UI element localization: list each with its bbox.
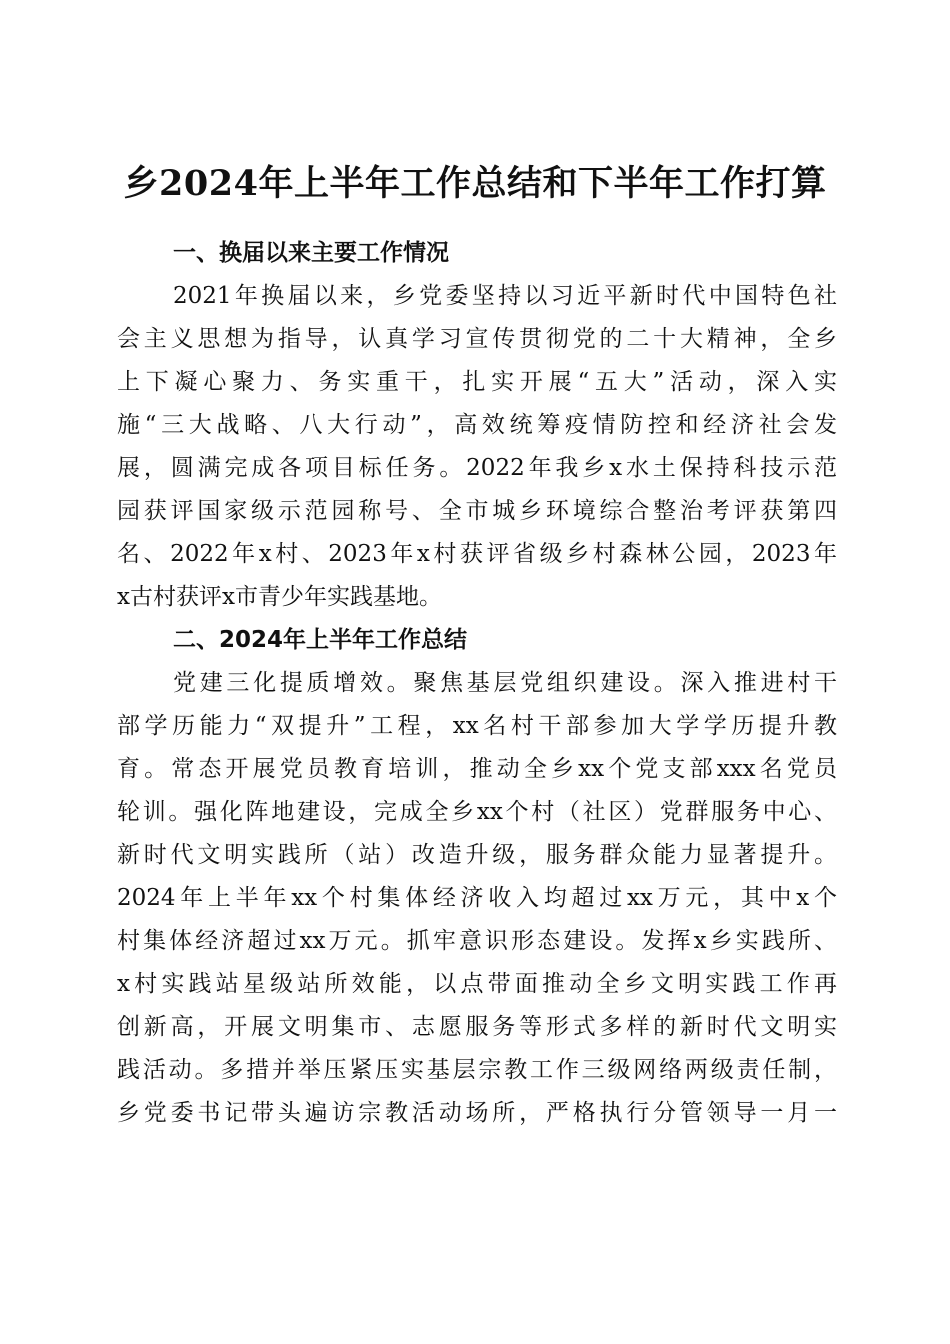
text-line: 部学历能力“双提升”工程，xx名村干部参加大学学历提升教 bbox=[117, 713, 837, 739]
text-line: 施“三大战略、八大行动”，高效统筹疫情防控和经济社会发 bbox=[117, 412, 837, 438]
section-heading-1: 一、换届以来主要工作情况 bbox=[173, 240, 449, 266]
text-line: 园获评国家级示范园称号、全市城乡环境综合整治考评获第四 bbox=[117, 498, 837, 524]
text-line: 育。常态开展党员教育培训，推动全乡xx个党支部xxx名党员 bbox=[117, 756, 837, 782]
text-line: 会主义思想为指导，认真学习宣传贯彻党的二十大精神，全乡 bbox=[117, 326, 837, 352]
text-line: 新时代文明实践所（站）改造升级，服务群众能力显著提升。 bbox=[117, 842, 837, 868]
text-line: 展，圆满完成各项目标任务。2022年我乡x水土保持科技示范 bbox=[117, 455, 837, 481]
text-line: 践活动。多措并举压紧压实基层宗教工作三级网络两级责任制， bbox=[117, 1057, 837, 1083]
text-line: 轮训。强化阵地建设，完成全乡xx个村（社区）党群服务中心、 bbox=[117, 799, 837, 825]
text-line: 上下凝心聚力、务实重干，扎实开展“五大”活动，深入实 bbox=[117, 369, 837, 395]
text-line: 2024年上半年xx个村集体经济收入均超过xx万元，其中x个 bbox=[117, 885, 837, 911]
text-line: 村集体经济超过xx万元。抓牢意识形态建设。发挥x乡实践所、 bbox=[117, 928, 837, 954]
section-heading-2: 二、2024年上半年工作总结 bbox=[173, 627, 468, 653]
document-body bbox=[117, 232, 837, 1135]
text-line: x古村获评x市青少年实践基地。 bbox=[117, 584, 442, 610]
text-line: 名、2022年x村、2023年x村获评省级乡村森林公园，2023年 bbox=[117, 541, 837, 567]
document-title: 乡2024年上半年工作总结和下半年工作打算 bbox=[123, 163, 827, 205]
text-line: 党建三化提质增效。聚焦基层党组织建设。深入推进村干 bbox=[173, 670, 837, 696]
section-1-paragraph bbox=[117, 275, 837, 619]
text-line: 乡党委书记带头遍访宗教活动场所，严格执行分管领导一月一 bbox=[117, 1100, 837, 1126]
section-2-paragraph bbox=[117, 662, 837, 1135]
text-line: 2021年换届以来，乡党委坚持以习近平新时代中国特色社 bbox=[173, 283, 837, 309]
text-line: x村实践站星级站所效能，以点带面推动全乡文明实践工作再 bbox=[117, 971, 837, 997]
text-line: 创新高，开展文明集市、志愿服务等形式多样的新时代文明实 bbox=[117, 1014, 837, 1040]
